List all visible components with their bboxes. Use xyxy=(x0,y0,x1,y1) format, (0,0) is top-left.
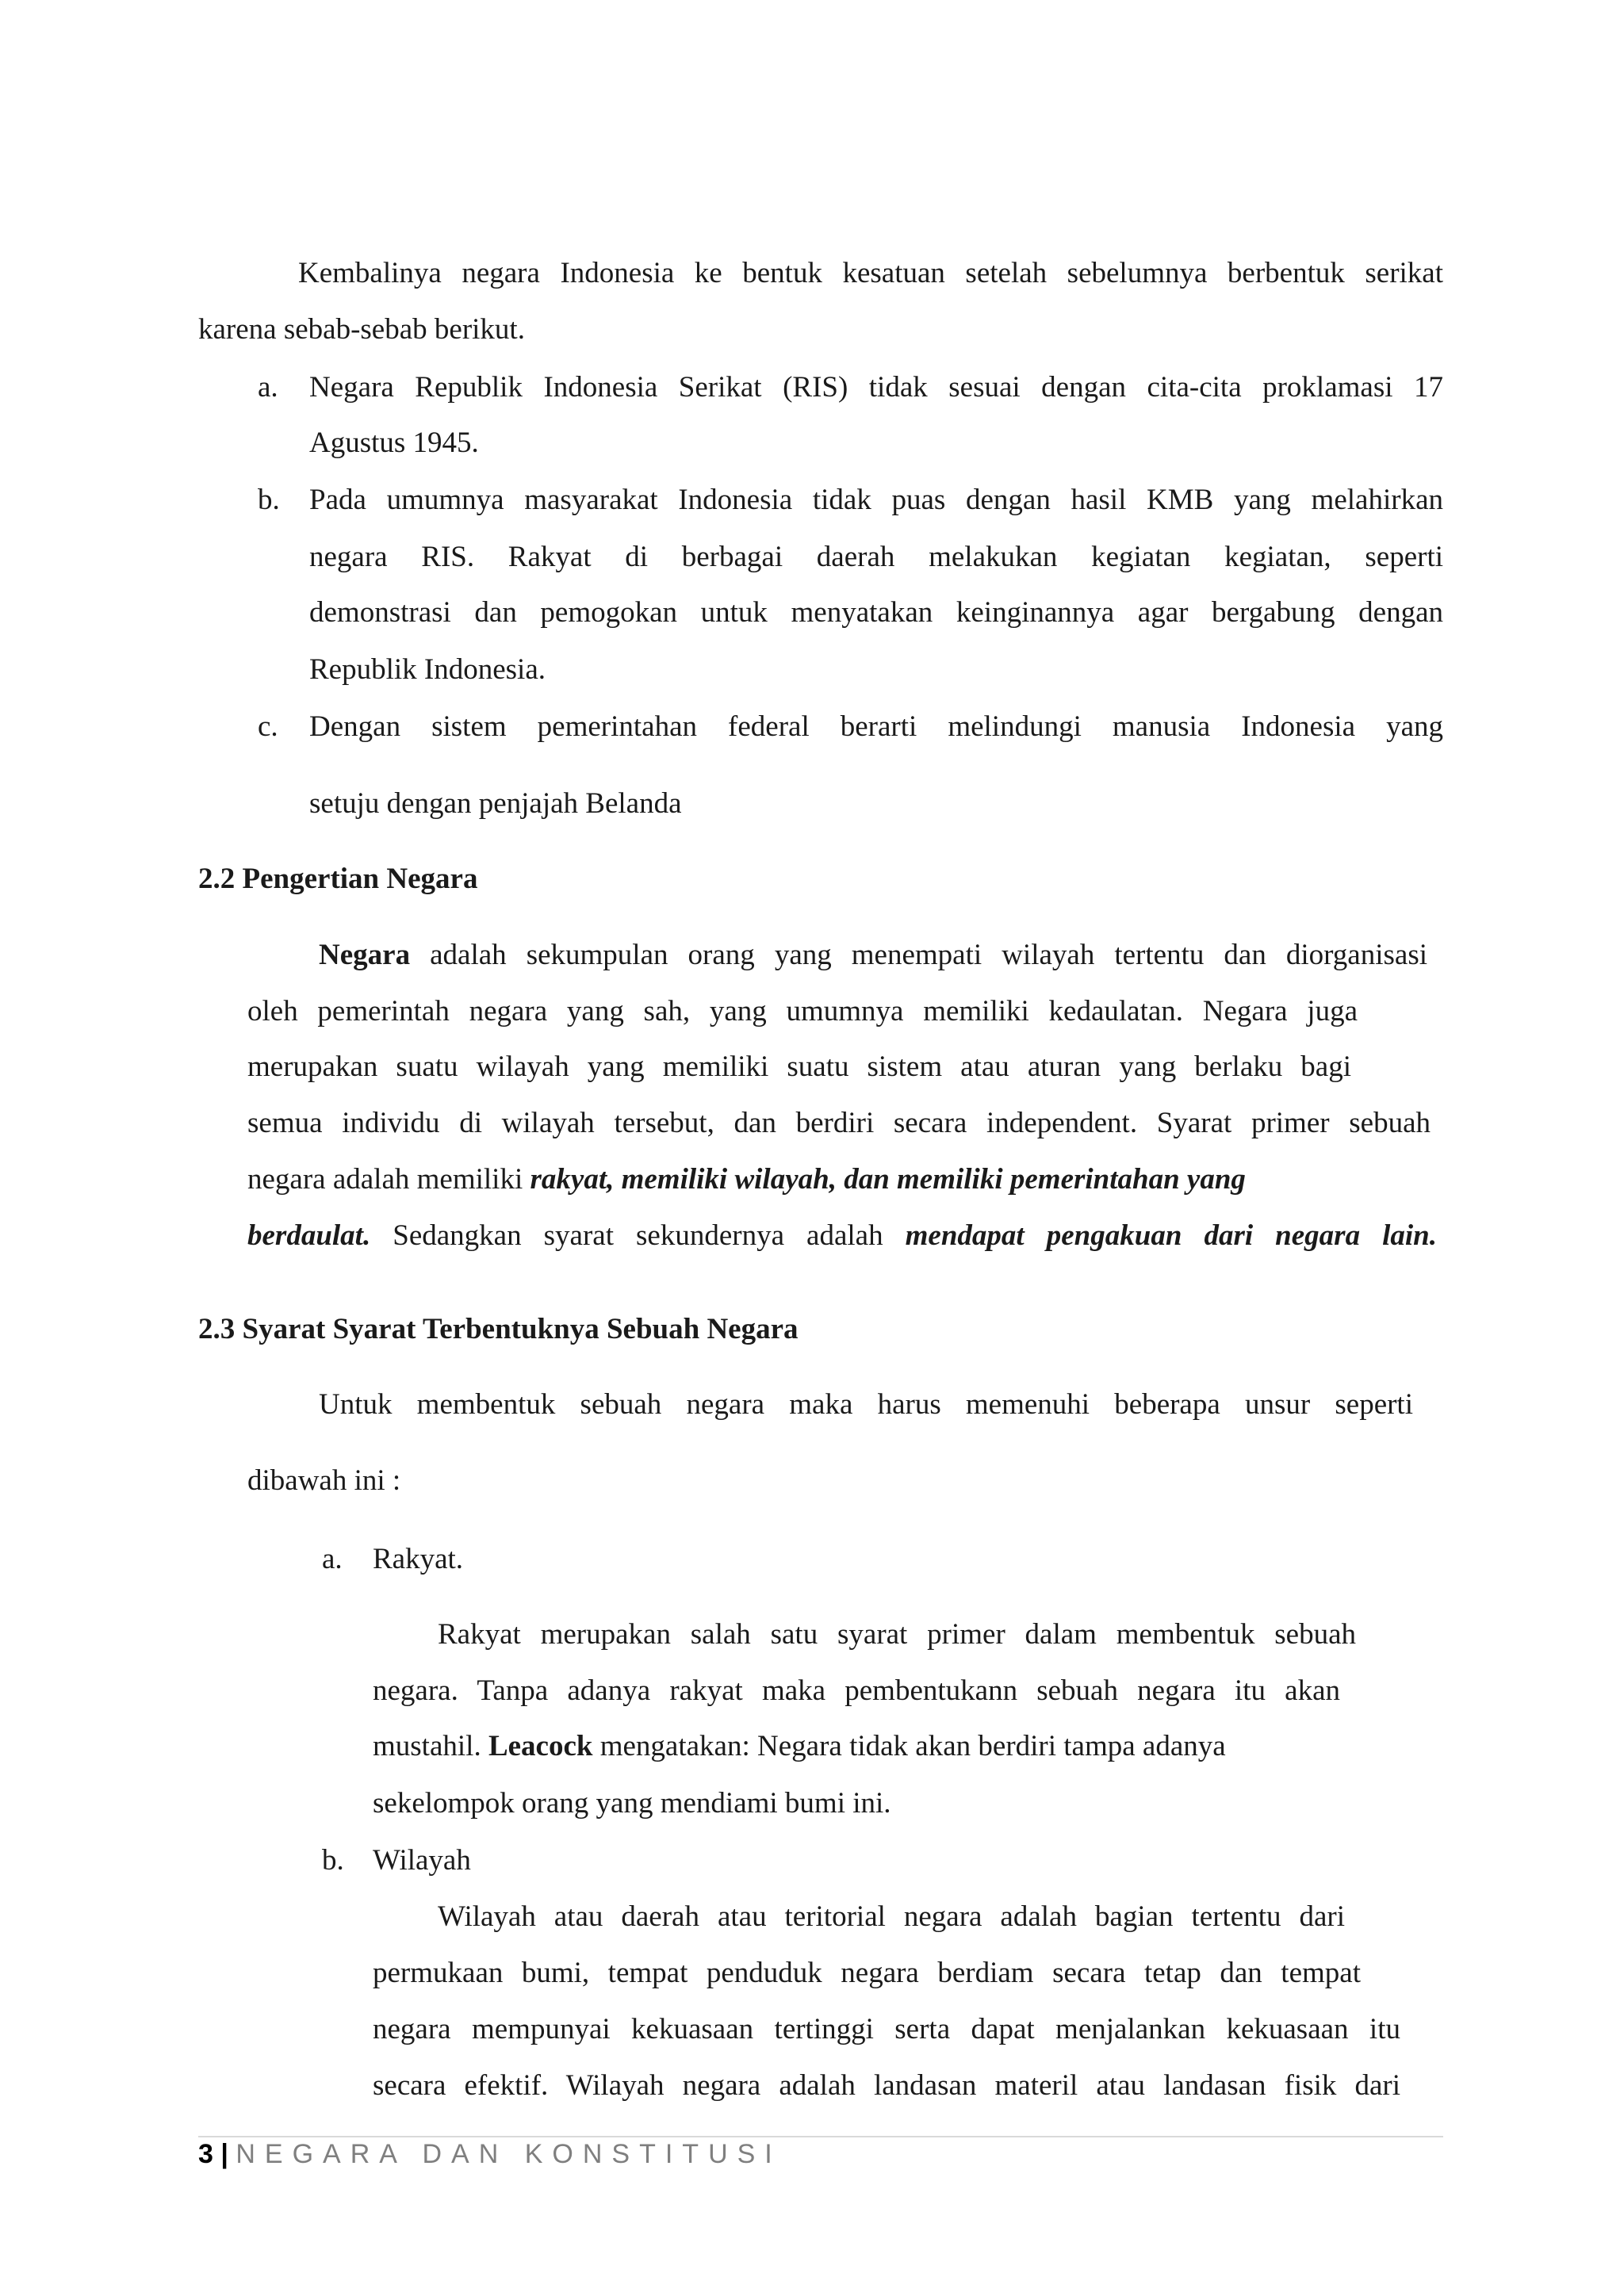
section22-line-5-text: negara adalah memiliki xyxy=(247,1163,530,1196)
primary-requirements: rakyat, memiliki wilayah, dan memiliki pemerintahan yang xyxy=(530,1163,1246,1196)
wilayah-line-4: secara efektif. Wilayah negara adalah landasan materil atau landasan fisik dari xyxy=(373,2069,1400,2102)
section22-line-5 xyxy=(247,1165,1246,1194)
list-marker-c: c. xyxy=(258,710,278,743)
list-item-a-line-1: Negara Republik Indonesia Serikat (RIS) tidak sesuai dengan cita-cita proklamasi 17 xyxy=(309,371,1443,404)
leacock-name: Leacock xyxy=(488,1730,593,1762)
list-marker-wilayah: b. xyxy=(322,1844,344,1877)
section22-line-1 xyxy=(319,940,1427,970)
list-item-b-line-2: negara RIS. Rakyat di berbagai daerah melakukan kegiatan kegiatan, seperti xyxy=(309,541,1443,573)
list-marker-rakyat: a. xyxy=(322,1543,343,1575)
term-negara: Negara xyxy=(319,939,411,971)
page-number: 3 xyxy=(198,2139,213,2169)
list-item-b-line-4: Republik Indonesia. xyxy=(309,653,546,686)
intro-line-2: karena sebab-sebab berikut. xyxy=(198,313,525,346)
list-item-a-line-2: Agustus 1945. xyxy=(309,427,479,459)
section22-line-2: oleh pemerintah negara yang sah, yang umumnya memiliki kedaulatan. Negara juga xyxy=(247,995,1358,1027)
rakyat-line-1: Rakyat merupakan salah satu syarat primer dalam membentuk sebuah xyxy=(438,1618,1356,1651)
rakyat-line-3 xyxy=(373,1732,1226,1761)
rakyat-line-4: sekelompok orang yang mendiami bumi ini. xyxy=(373,1787,891,1820)
rakyat-line-3-end: mengatakan: Negara tidak akan berdiri tampa adanya xyxy=(592,1730,1226,1762)
footer-divider xyxy=(198,2136,1443,2137)
section-heading-2-2: 2.2 Pengertian Negara xyxy=(198,863,478,895)
section-heading-2-3: 2.3 Syarat Syarat Terbentuknya Sebuah Negara xyxy=(198,1313,799,1345)
primary-requirements-end: berdaulat. xyxy=(247,1219,371,1252)
list-item-b-line-3: demonstrasi dan pemogokan untuk menyatakan keinginannya agar bergabung dengan xyxy=(309,596,1443,629)
wilayah-line-2: permukaan bumi, tempat penduduk negara berdiam secara tetap dan tempat xyxy=(373,1957,1361,1989)
intro-line-1: Kembalinya negara Indonesia ke bentuk kesatuan setelah sebelumnya berbentuk serikat xyxy=(298,257,1443,289)
footer-title: NEGARA DAN KONSTITUSI xyxy=(236,2139,782,2169)
section23-intro-line-2: dibawah ini : xyxy=(247,1464,401,1497)
wilayah-line-1: Wilayah atau daerah atau teritorial negara adalah bagian tertentu dari xyxy=(438,1900,1345,1933)
list-marker-b: b. xyxy=(258,484,280,516)
section22-line-6 xyxy=(247,1221,1437,1250)
list-item-c-line-1: Dengan sistem pemerintahan federal berarti melindungi manusia Indonesia yang xyxy=(309,710,1443,743)
secondary-requirement: mendapat pengakuan dari negara lain. xyxy=(905,1219,1437,1252)
section23-intro-line-1: Untuk membentuk sebuah negara maka harus memenuhi beberapa unsur seperti xyxy=(319,1388,1413,1421)
list-marker-a: a. xyxy=(258,371,278,404)
rakyat-line-3-start: mustahil. xyxy=(373,1730,488,1762)
list-item-c-line-2: setuju dengan penjajah Belanda xyxy=(309,787,682,820)
section22-line-6-text: Sedangkan syarat sekundernya adalah xyxy=(370,1219,906,1252)
section22-line-3: merupakan suatu wilayah yang memiliki suatu sistem atau aturan yang berlaku bagi xyxy=(247,1050,1351,1083)
page-footer xyxy=(198,2141,782,2168)
section22-line-4: semua individu di wilayah tersebut, dan berdiri secara independent. Syarat primer sebuah xyxy=(247,1107,1431,1139)
rakyat-line-2: negara. Tanpa adanya rakyat maka pembentukann sebuah negara itu akan xyxy=(373,1674,1340,1707)
section22-line-1-text: adalah sekumpulan orang yang menempati wilayah tertentu dan diorganisasi xyxy=(410,939,1427,971)
footer-separator: | xyxy=(220,2139,228,2169)
item-title-wilayah: Wilayah xyxy=(373,1844,471,1877)
list-item-b-line-1: Pada umumnya masyarakat Indonesia tidak puas dengan hasil KMB yang melahirkan xyxy=(309,484,1443,516)
item-title-rakyat: Rakyat. xyxy=(373,1543,464,1575)
wilayah-line-3: negara mempunyai kekuasaan tertinggi serta dapat menjalankan kekuasaan itu xyxy=(373,2013,1400,2045)
